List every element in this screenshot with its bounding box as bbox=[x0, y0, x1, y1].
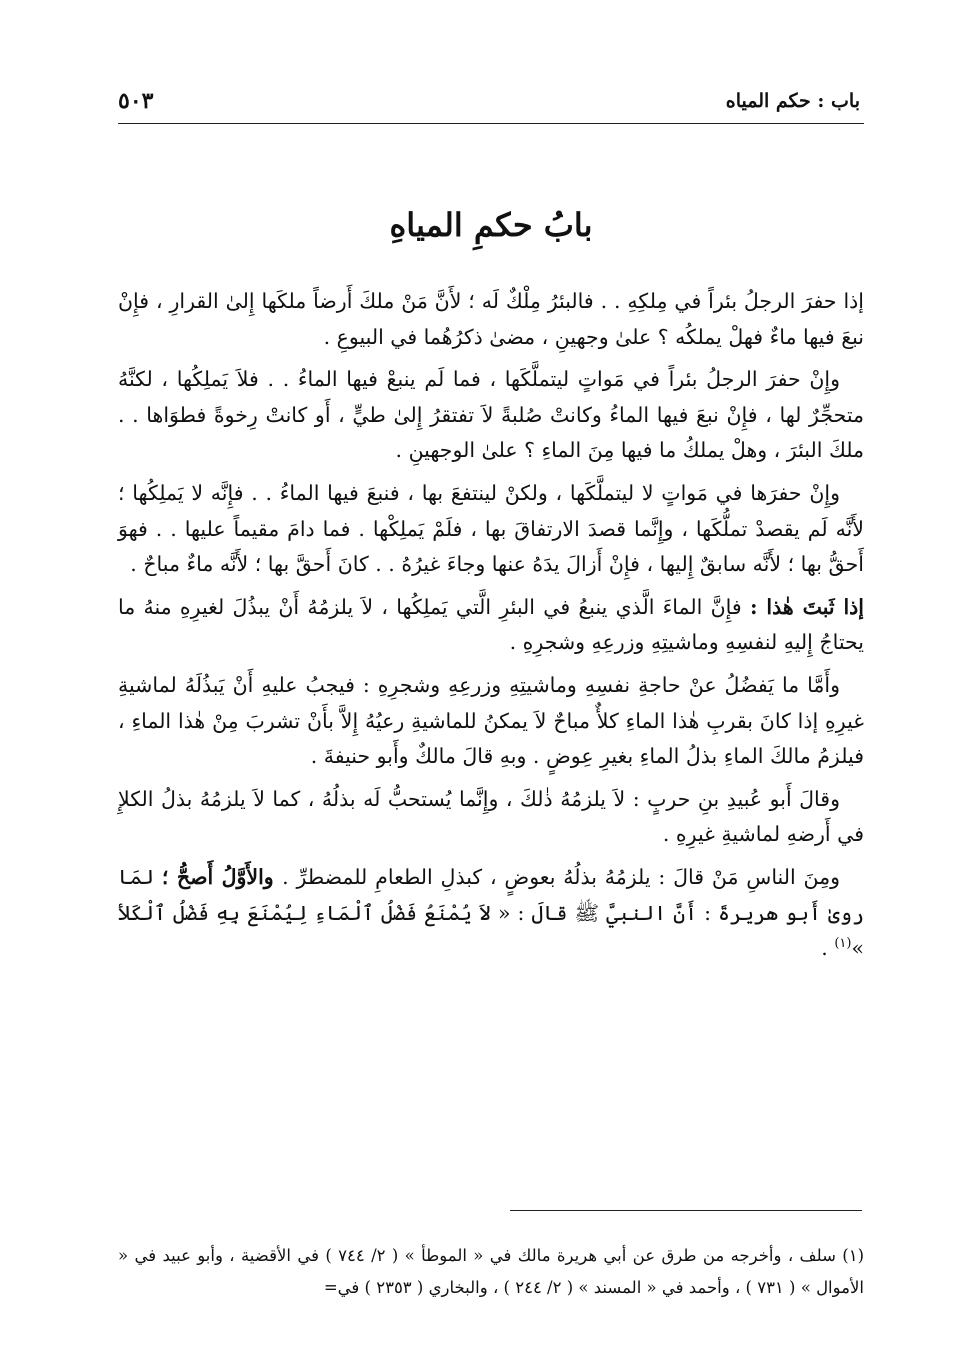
paragraph bbox=[118, 476, 864, 583]
header-rule bbox=[118, 123, 864, 124]
paragraph-text-continued: لمَا روىٰ أَبو هريرةَ : أَنَّ النبيَّ ﷺ قالَ : « لاَ يُمْنَعُ فَضْلُ ٱلْمَاءِ لِيُمْنَعَ بِهِ فَضْلُ ٱلْكَلأ » bbox=[118, 864, 864, 961]
paragraph-text: ومِنَ الناسِ مَنْ قالَ : يلزمُهُ بذلُهُ بعوضٍ ، كبذلِ الطعامِ للمضطرِّ . bbox=[282, 864, 841, 889]
paragraph-text: وإِنْ حفرَ الرجلُ بئراً في مَواتٍ ليتملَّكَها ، فما لَم ينبعْ فيها الماءُ . . فلاَ يَملِكُها ، لكنَّهُ متحجِّرٌ لها ، فإِنْ نبعَ فيها الماءُ وكانتْ صُلبةً لاَ تفتقرُ إِلىٰ طيٍّ ، أَو كانتْ رِخوةً فطوَاها . . ملكَ البئرَ ، وهلْ يملكُ ما فيها مِنَ الماءِ ؟ علىٰ الوجهينِ . bbox=[118, 367, 864, 463]
body-text bbox=[118, 284, 864, 974]
chapter-title: بابُ حكمِ المياهِ bbox=[389, 206, 593, 244]
paragraph bbox=[118, 668, 864, 775]
paragraph bbox=[118, 590, 864, 661]
footnote-rule bbox=[510, 1210, 862, 1211]
paragraph-text: وقالَ أَبو عُبيدِ بنِ حربٍ : لاَ يلزمُهُ ذٰلكَ ، وإِنَّما يُستحبُّ لَه بذلُهُ ، كما لاَ يلزمُهُ بذلُ الكلإِ في أَرضهِ لماشيةِ غيرِهِ . bbox=[118, 786, 864, 847]
paragraph bbox=[118, 362, 864, 469]
footnotes bbox=[118, 1240, 864, 1304]
footnote-item: (١) سلف ، وأخرجه من طرق عن أبي هريرة مالك في « الموطأ » ( ٢/ ٧٤٤ ) في الأقضية ، وأبو عبيد في « الأموال » ( ٧٣١ ) ، وأحمد في « المسند » ( ٢/ ٢٤٤ ) ، والبخاري ( ٢٣٥٣ ) في= bbox=[118, 1246, 864, 1297]
paragraph bbox=[118, 782, 864, 853]
footnote-reference[interactable]: (١) bbox=[834, 936, 852, 952]
running-head bbox=[118, 84, 860, 118]
paragraph bbox=[118, 284, 864, 355]
paragraph bbox=[118, 860, 864, 967]
paragraph-text: فإِنَّ الماءَ الَّذي ينبعُ في البئرِ الَّتي يَملِكُها ، لاَ يلزمُهُ أَنْ يبذُلَ لغيرِهِ منهُ ما يحتاجُ إِليهِ لنفسِهِ وماشيتِهِ وزرعِهِ وشجرِهِ . bbox=[118, 594, 864, 655]
running-head-title: باب : حكم المياه bbox=[725, 90, 860, 112]
paragraph-text: وأَمَّا ما يَفضُلُ عنْ حاجةِ نفسِهِ وماشيتِهِ وزرعِهِ وشجرِهِ : فيجبُ عليهِ أَنْ يَبذُلَهُ لماشيةِ غيرِهِ إذا كانَ بقربِ هٰذا الماءِ كلأٌ مباحٌ لاَ يمكنُ للماشيةِ رعيُهُ إِلاَّ بأَنْ تشربَ مِنْ هٰذا الماءِ ، فيلزمُ مالكَ الماءِ بذلُ الماءِ بغيرِ عِوضٍ . وبهِ قالَ مالكٌ وأَبو حنيفةَ . bbox=[118, 672, 864, 769]
paragraph-text: إذا حفرَ الرجلُ بئراً في مِلكِهِ . . فالبئرُ مِلْكٌ لَه ؛ لأَنَّ مَنْ ملكَ أَرضاً ملكَها إِلىٰ القرارِ ، فإِنْ نبعَ فيها ماءٌ فهلْ يملكُه ؟ علىٰ وجهينِ ، مضىٰ ذكرُهُما في البيوعِ . bbox=[118, 289, 864, 349]
paragraph-tail: . bbox=[821, 936, 835, 961]
paragraph-text: وإِنْ حفرَها في مَواتٍ لا ليتملَّكَها ، ولكنْ لينتفعَ بها ، فنبعَ فيها الماءُ . . فإِنَّه لا يَملِكُها ؛ لأَنَّه لَم يقصدْ تملُّكَها ، وإِنَّما قصدَ الارتفاقَ بها ، فلَمْ يَملِكْها . فما دامَ مقيماً عليها . . فهوَ أَحقُّ بها ؛ لأَنَّه سابقٌ إِليها ، فإِنْ أَزالَ يدَهُ عنها وجاءَ غيرُهُ . . كانَ أَحقَّ بها ؛ لأَنَّه ماءٌ مباحٌ . bbox=[118, 480, 864, 577]
paragraph-emphasis: والأَوَّلُ أَصحُّ ؛ bbox=[161, 864, 283, 889]
page-number: ٥٠٣ bbox=[118, 88, 154, 114]
paragraph-lead: إذا ثَبتَ هٰذا : bbox=[749, 594, 864, 619]
